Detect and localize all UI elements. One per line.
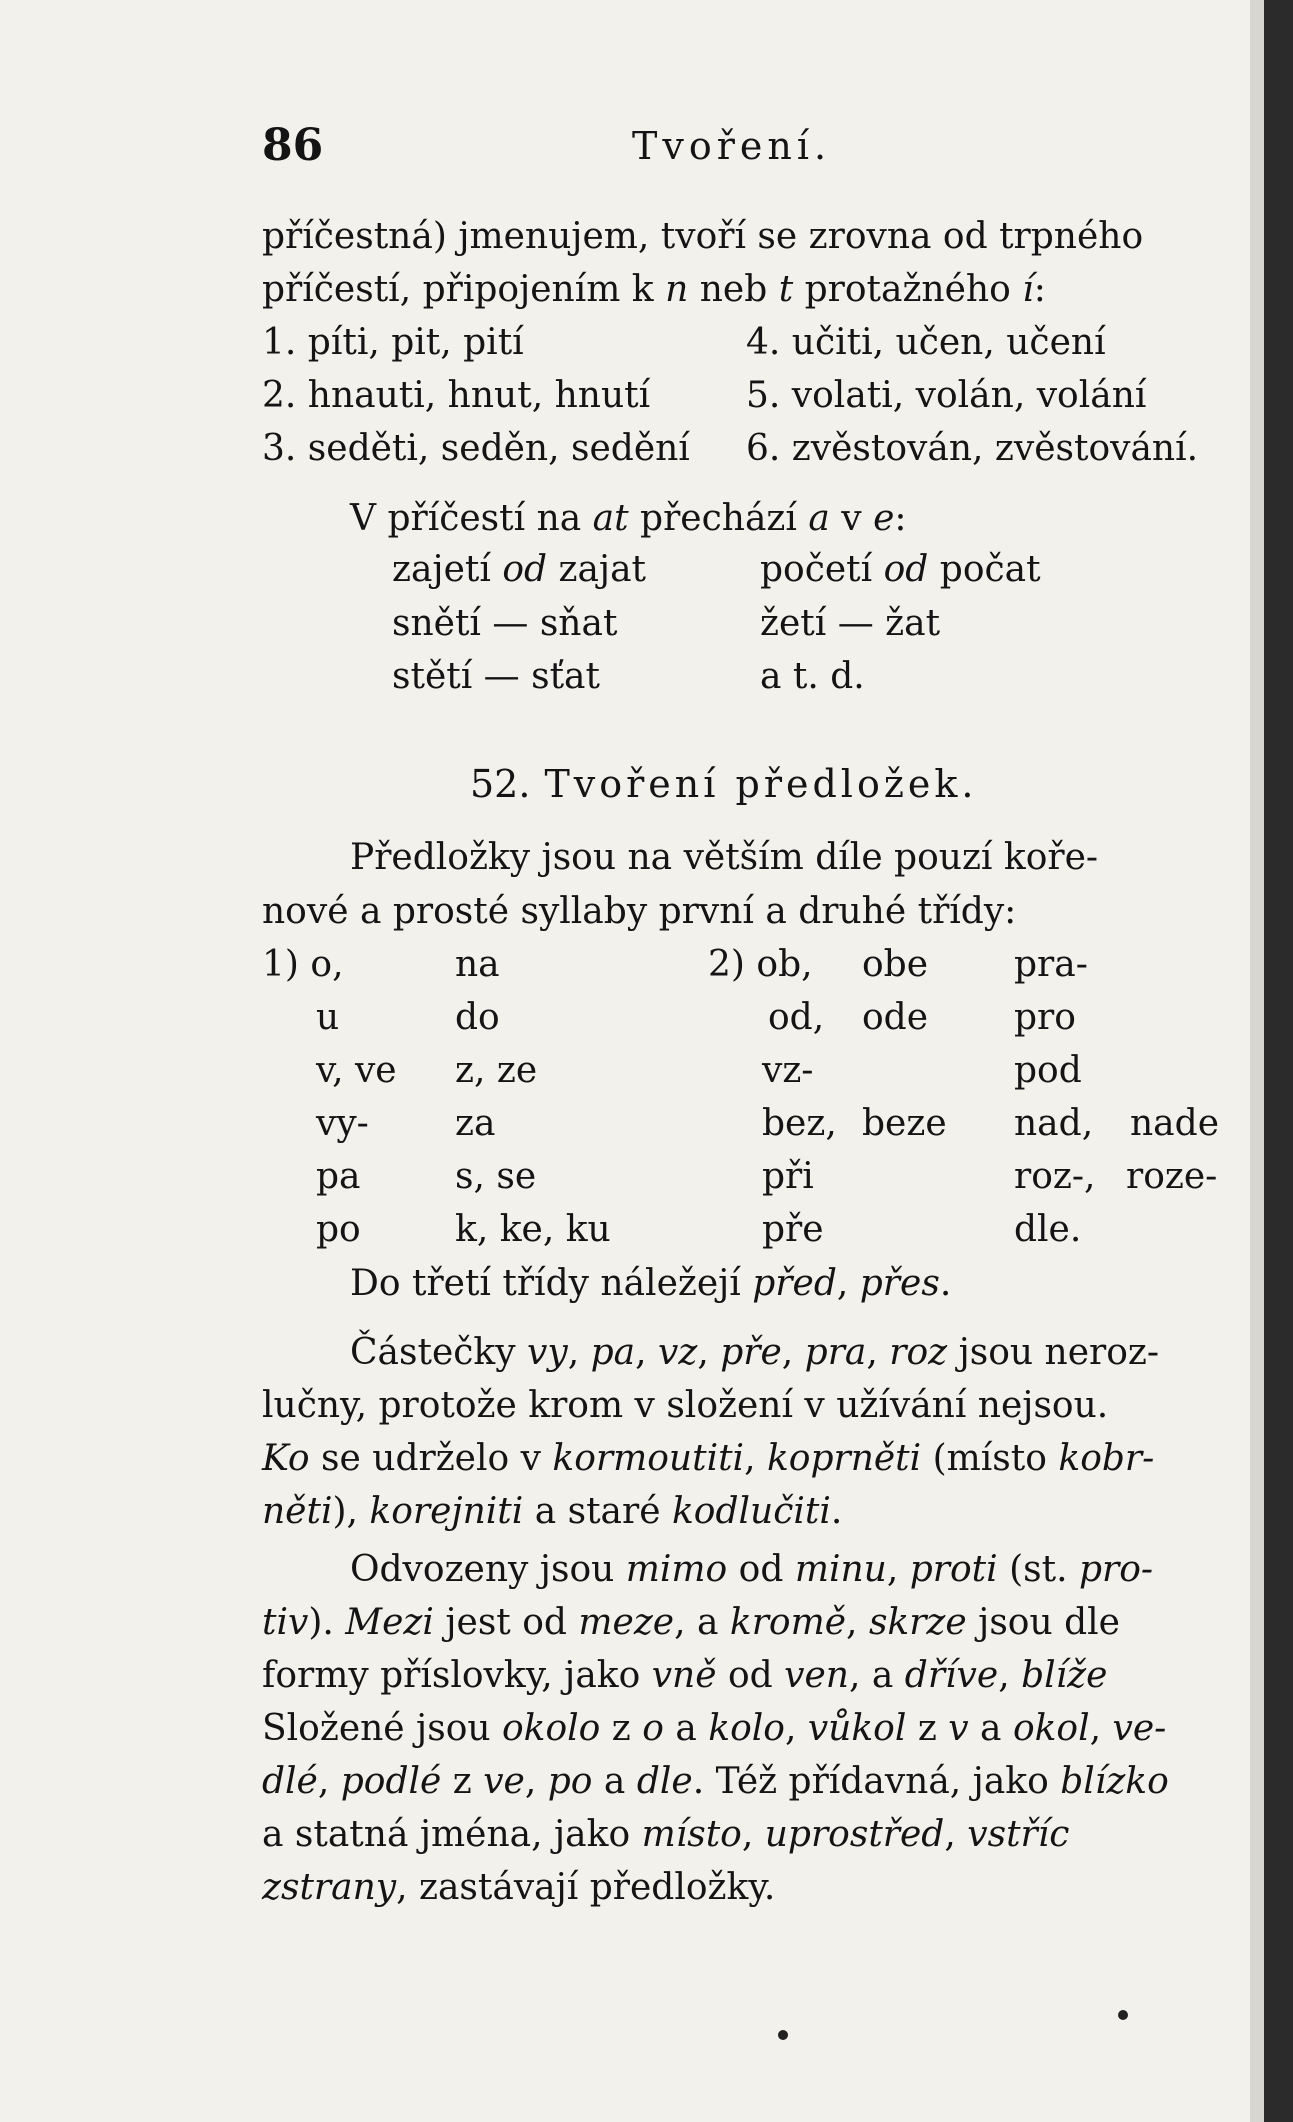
table-cell: na — [455, 944, 500, 985]
table-cell: s, se — [455, 1156, 537, 1197]
pair-left-2: snětí — sňat — [392, 603, 618, 644]
rule-line: V příčestí na at přechází a v e: — [350, 498, 907, 539]
ink-speck — [1118, 2010, 1128, 2020]
pair-left-3: stětí — sťat — [392, 656, 600, 697]
para2-line-3: Ko se udrželo v kormoutiti, koprněti (místo kobr- — [262, 1438, 1155, 1479]
para1-line-2: nové a prosté syllaby první a druhé třídy: — [262, 891, 1017, 932]
table-cell: roze- — [1126, 1156, 1218, 1197]
para2-line-2: lučny, protože krom v složení v užívání nejsou. — [262, 1385, 1109, 1426]
table-cell: beze — [862, 1103, 947, 1144]
ink-speck — [778, 2030, 788, 2040]
intro-line-1: příčestná) jmenujem, tvoří se zrovna od trpného — [262, 216, 1144, 257]
example-left-1: 1. píti, pit, pití — [262, 322, 524, 363]
table-cell: 2) ob, — [708, 944, 813, 985]
para3-line-5: dlé, podlé z ve, po a dle. Též přídavná, jako blízko — [262, 1761, 1169, 1802]
table-cell: z, ze — [455, 1050, 538, 1091]
page-edge — [1250, 0, 1264, 2122]
table-cell: u — [316, 997, 340, 1038]
table-cell: vz- — [762, 1050, 814, 1091]
next-page-edge — [1264, 0, 1293, 2122]
para3-line-1: Odvozeny jsou mimo od minu, proti (st. pro- — [350, 1549, 1154, 1590]
example-right-3: 6. zvěstován, zvěstování. — [746, 428, 1199, 469]
table-cell: k, ke, ku — [455, 1209, 611, 1250]
table-cell: obe — [862, 944, 929, 985]
example-left-3: 3. seděti, seděn, sedění — [262, 428, 690, 469]
table-cell: při — [762, 1156, 814, 1197]
section-heading — [470, 762, 977, 806]
table-cell: ode — [862, 997, 929, 1038]
section-number: 52. — [470, 762, 531, 806]
para3-line-2: tiv). Mezi jest od meze, a kromě, skrze jsou dle — [262, 1602, 1120, 1643]
para3-line-4: Složené jsou okolo z o a kolo, vůkol z v a okol, ve- — [262, 1708, 1167, 1749]
running-title: Tvoření. — [632, 124, 832, 168]
intro-line-2: příčestí, připojením k n neb t protažného í: — [262, 269, 1046, 310]
table-cell: pro — [1014, 997, 1076, 1038]
para2-line-4: něti), korejniti a staré kodlučiti. — [262, 1491, 843, 1532]
example-right-1: 4. učiti, učen, učení — [746, 322, 1106, 363]
table-cell: pa — [316, 1156, 361, 1197]
table-cell: vy- — [316, 1103, 369, 1144]
table-cell: nade — [1130, 1103, 1219, 1144]
para1-line-1: Předložky jsou na větším díle pouzí koře- — [350, 837, 1099, 878]
para3-line-7: zstrany, zastávají předložky. — [262, 1867, 776, 1908]
para3-line-6: a statná jména, jako místo, uprostřed, vstříc — [262, 1814, 1070, 1855]
table-cell: od, — [768, 997, 825, 1038]
pair-left-1: zajetí od zajat — [392, 549, 647, 590]
para3-line-3: formy příslovky, jako vně od ven, a dříve, blíže — [262, 1655, 1108, 1696]
table-cell: bez, — [762, 1103, 837, 1144]
table-cell: pra- — [1014, 944, 1088, 985]
table-cell: do — [455, 997, 500, 1038]
table-cell: 1) o, — [262, 944, 344, 985]
section-title: Tvoření předložek. — [544, 762, 978, 806]
example-left-2: 2. hnauti, hnut, hnutí — [262, 375, 651, 416]
pair-right-2: žetí — žat — [760, 603, 941, 644]
table-cell: pod — [1014, 1050, 1082, 1091]
example-right-2: 5. volati, volán, volání — [746, 375, 1147, 416]
table-cell: pře — [762, 1209, 824, 1250]
table-cell: roz-, — [1014, 1156, 1096, 1197]
table-cell: za — [455, 1103, 496, 1144]
table-cell: po — [316, 1209, 361, 1250]
table-cell: v, ve — [316, 1050, 397, 1091]
pair-right-3: a t. d. — [760, 656, 865, 697]
table-cell: nad, — [1014, 1103, 1094, 1144]
third-class-line: Do třetí třídy náležejí před, přes. — [350, 1263, 952, 1304]
table-cell: dle. — [1014, 1209, 1082, 1250]
pair-right-1: početí od počat — [760, 549, 1041, 590]
page-number: 86 — [262, 120, 324, 171]
para2-line-1: Částečky vy, pa, vz, pře, pra, roz jsou neroz- — [350, 1332, 1160, 1373]
